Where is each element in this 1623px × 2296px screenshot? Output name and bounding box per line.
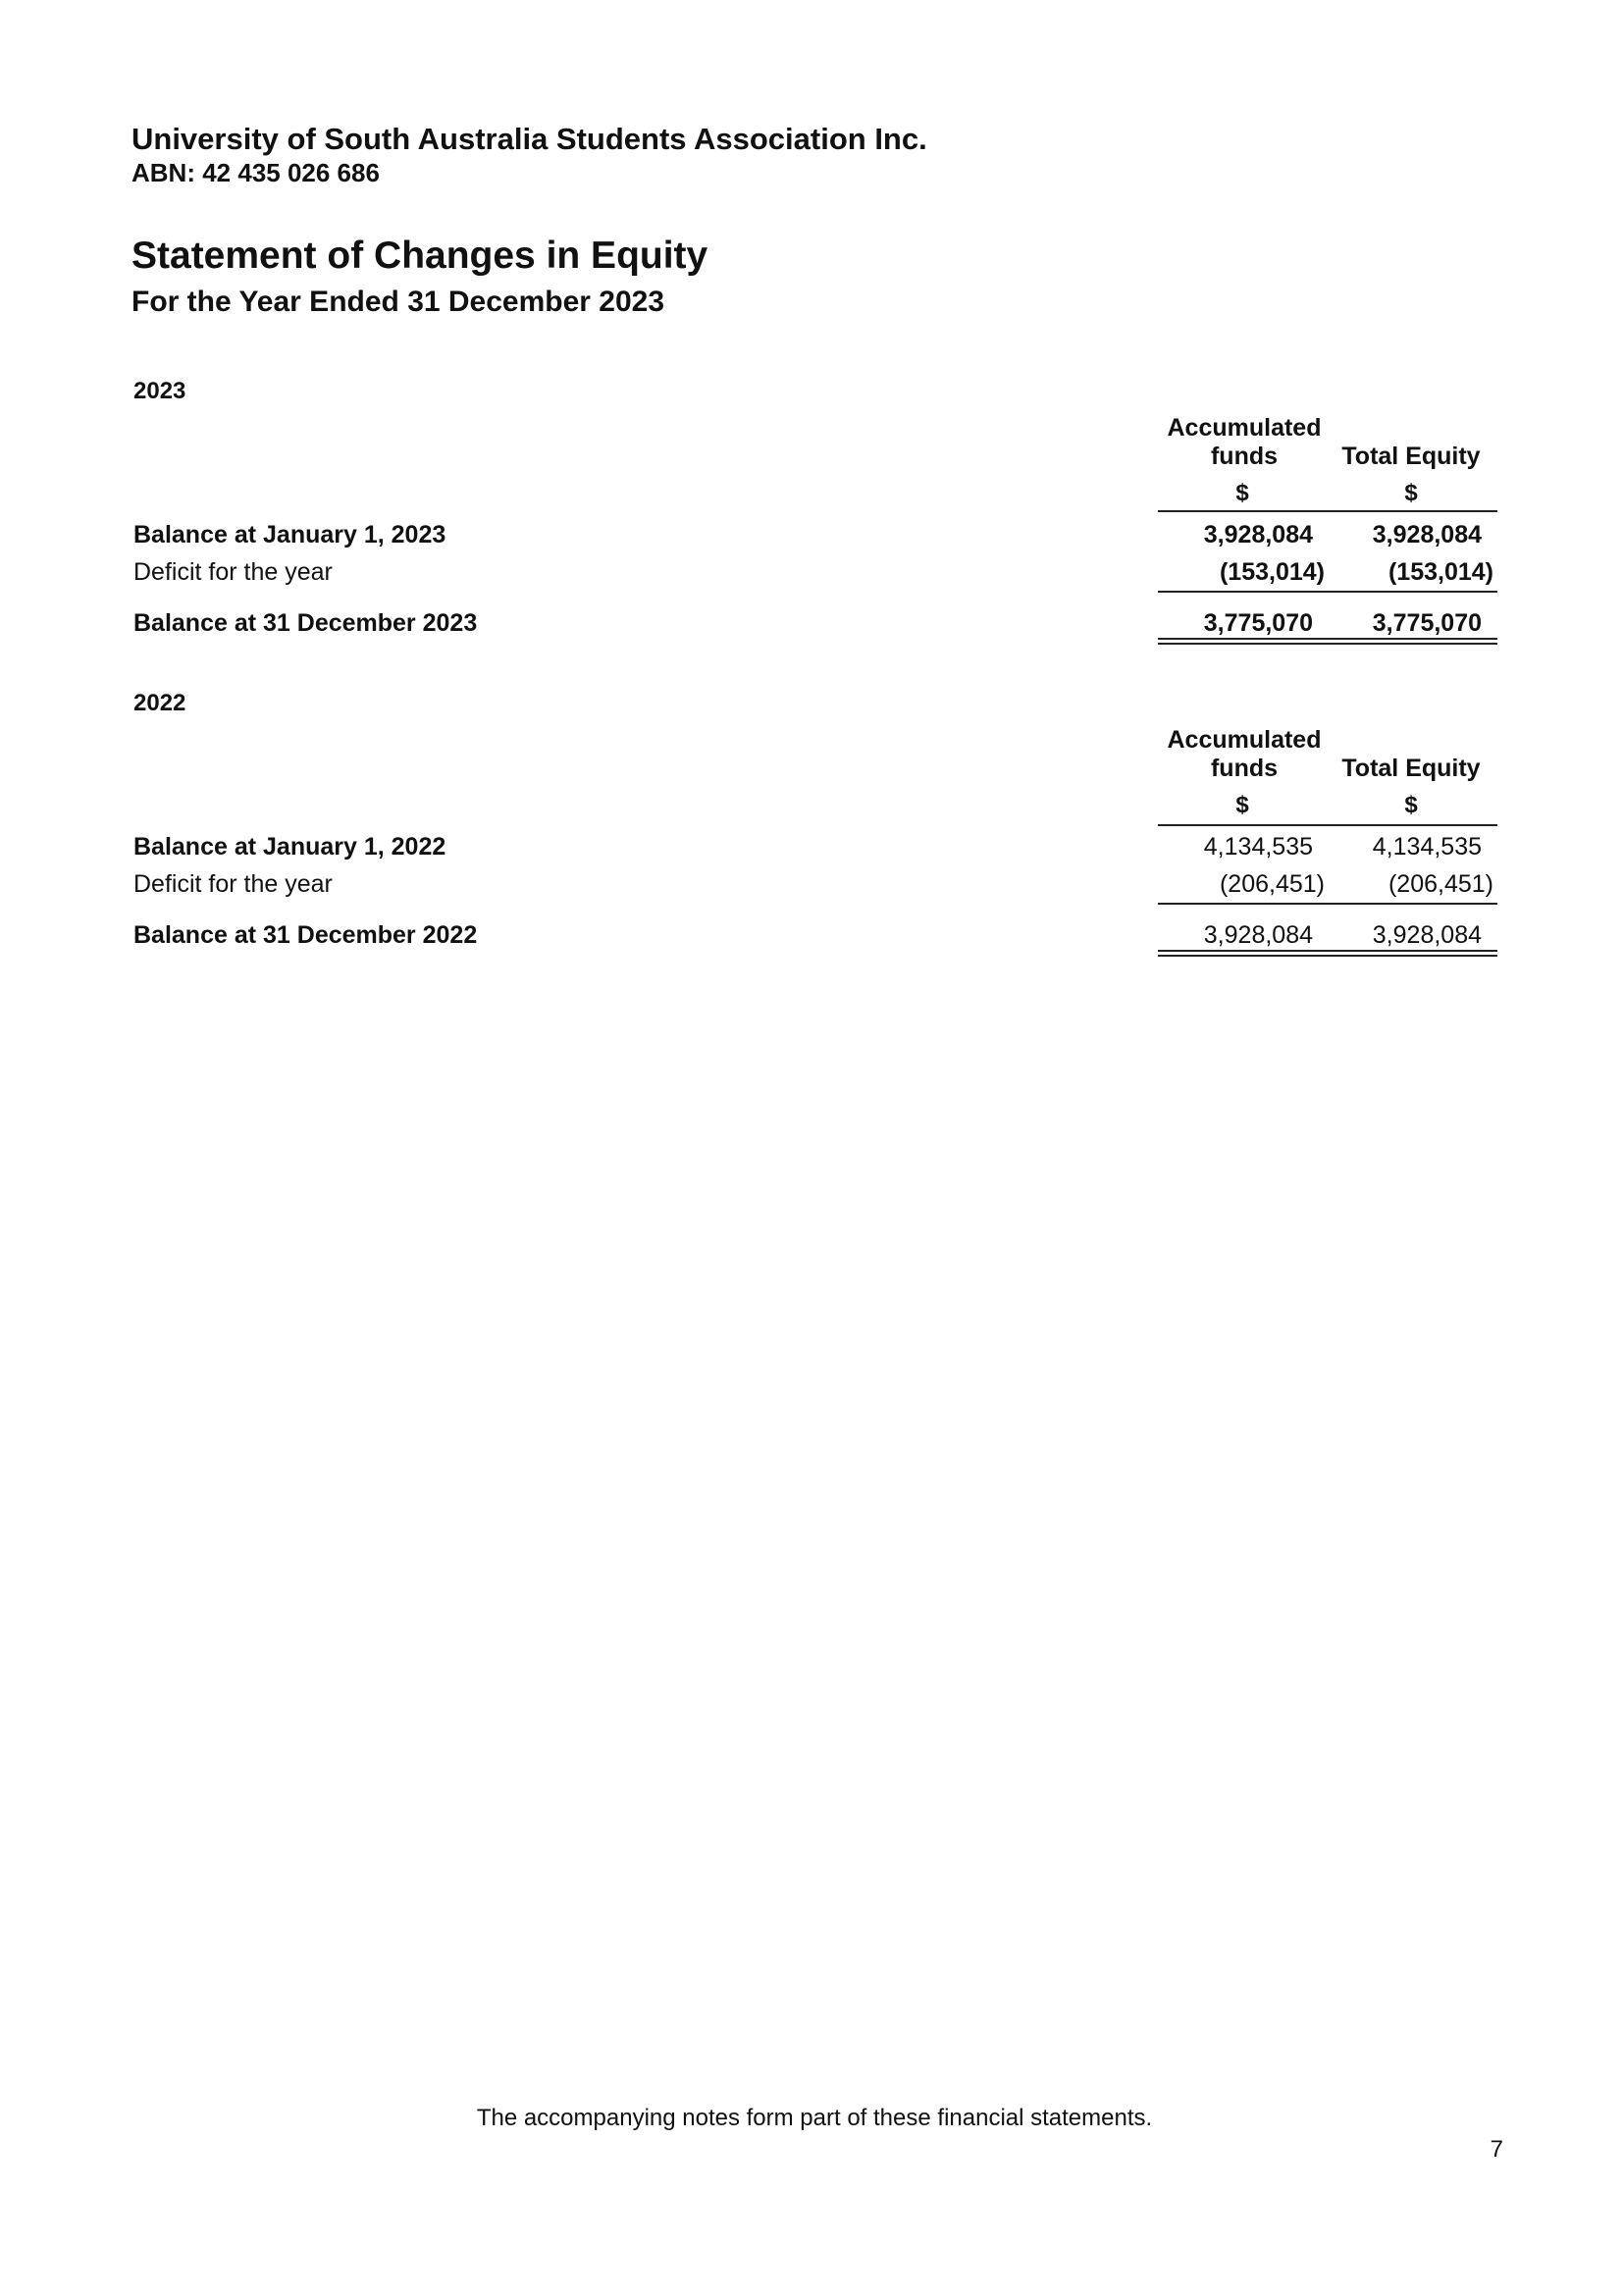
- header-rule: [1158, 824, 1497, 826]
- total-double-rule-bottom: [1158, 643, 1497, 645]
- abn: ABN: 42 435 026 686: [131, 158, 380, 187]
- cell-total-closing: 3,928,084: [1372, 921, 1482, 949]
- column-header-accumulated-funds: [1160, 726, 1329, 783]
- subtotal-rule: [1158, 903, 1497, 905]
- cell-total-deficit: (206,451): [1387, 870, 1493, 898]
- row-label-deficit: Deficit for the year: [133, 558, 333, 586]
- currency-label-accumulated: $: [1235, 480, 1249, 506]
- currency-label-total: $: [1404, 792, 1418, 818]
- page-title: Statement of Changes in Equity: [131, 235, 708, 277]
- column-header-total-equity: Total Equity: [1341, 443, 1481, 470]
- page-subtitle: For the Year Ended 31 December 2023: [131, 286, 665, 318]
- subtotal-rule: [1158, 591, 1497, 593]
- footer-note: The accompanying notes form part of these financial statements.: [476, 2105, 1153, 2131]
- cell-total-closing: 3,775,070: [1372, 609, 1482, 637]
- total-double-rule-top: [1158, 950, 1497, 952]
- row-label-deficit: Deficit for the year: [133, 870, 333, 898]
- row-label-opening-balance: Balance at January 1, 2022: [133, 833, 446, 861]
- currency-label-total: $: [1404, 480, 1418, 506]
- column-header-total-equity: Total Equity: [1341, 755, 1481, 782]
- cell-total-deficit: (153,014): [1387, 558, 1493, 586]
- column-header-accumulated-funds: [1160, 414, 1329, 471]
- cell-accumulated-closing: 3,775,070: [1203, 609, 1313, 637]
- row-label-closing-balance: Balance at 31 December 2022: [133, 921, 478, 949]
- section-year: 2022: [133, 690, 186, 716]
- organisation-name: University of South Australia Students Association Inc.: [131, 122, 927, 156]
- column-header-accumulated-line1: Accumulated: [1167, 726, 1322, 754]
- cell-total-opening: 4,134,535: [1372, 833, 1482, 861]
- cell-accumulated-deficit: (206,451): [1219, 870, 1325, 898]
- column-header-accumulated-line2: funds: [1210, 755, 1279, 782]
- total-double-rule-bottom: [1158, 955, 1497, 957]
- cell-accumulated-deficit: (153,014): [1219, 558, 1325, 586]
- cell-accumulated-opening: 4,134,535: [1203, 833, 1313, 861]
- column-header-accumulated-line2: funds: [1210, 443, 1279, 470]
- page-number: 7: [1490, 2136, 1503, 2163]
- section-year: 2023: [133, 378, 186, 404]
- cell-total-opening: 3,928,084: [1372, 521, 1482, 548]
- column-header-accumulated-line1: Accumulated: [1167, 414, 1322, 442]
- cell-accumulated-closing: 3,928,084: [1203, 921, 1313, 949]
- row-label-opening-balance: Balance at January 1, 2023: [133, 521, 446, 548]
- total-double-rule-top: [1158, 638, 1497, 640]
- cell-accumulated-opening: 3,928,084: [1203, 521, 1313, 548]
- row-label-closing-balance: Balance at 31 December 2023: [133, 609, 478, 637]
- header-rule: [1158, 510, 1497, 512]
- currency-label-accumulated: $: [1235, 792, 1249, 818]
